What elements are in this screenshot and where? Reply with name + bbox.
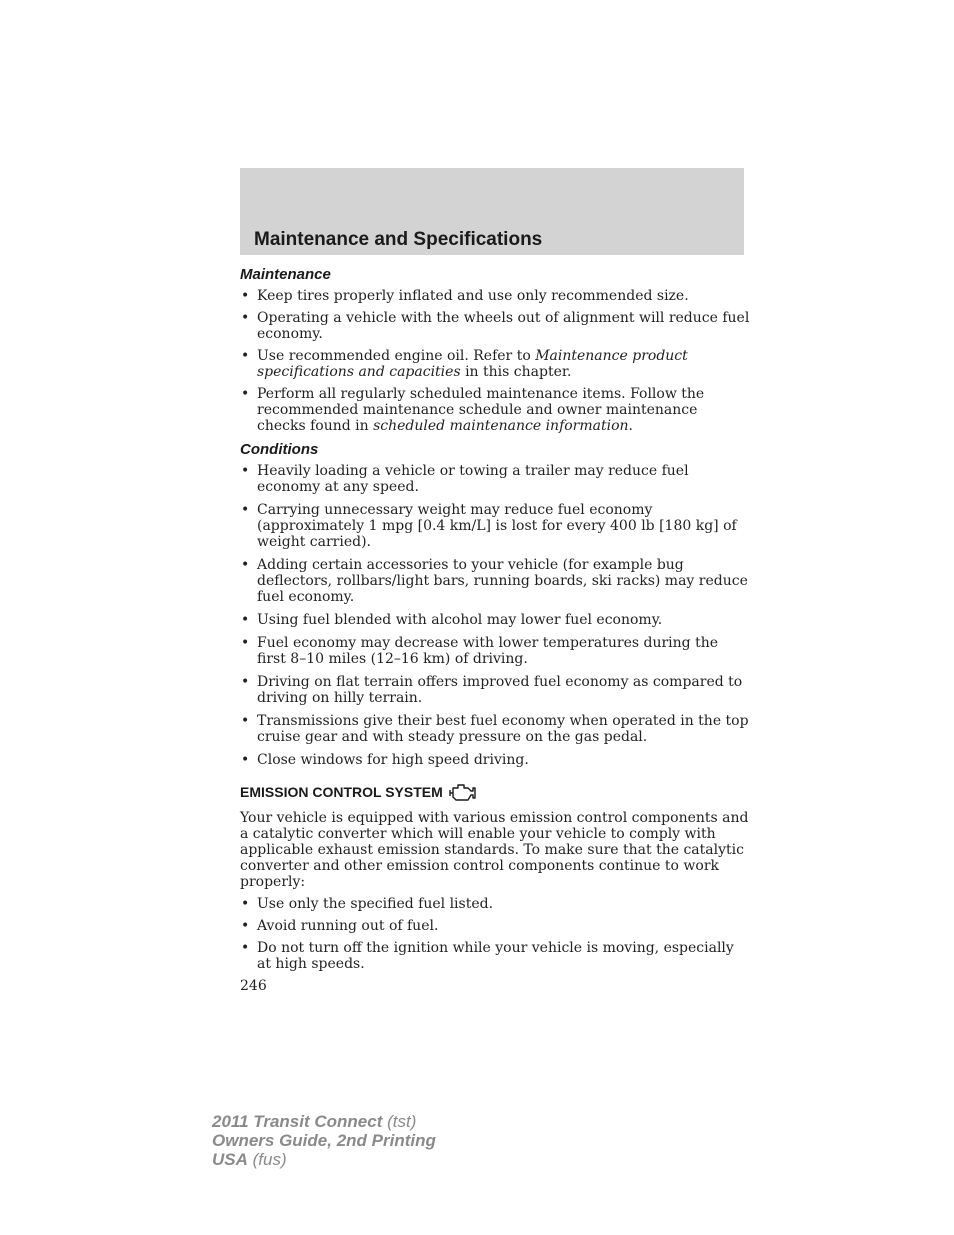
- list-item: • Close windows for high speed driving.: [240, 752, 750, 768]
- emission-heading: EMISSION CONTROL SYSTEM: [240, 782, 750, 802]
- maintenance-list: [240, 288, 750, 434]
- engine-icon: [447, 782, 477, 802]
- emission-list: [240, 896, 750, 972]
- conditions-heading: Conditions: [240, 441, 319, 458]
- emission-paragraph: Your vehicle is equipped with various emission control components and a catalytic converter which will enable your vehicle to comply with applicable exhaust emission standards. To make sure that the catalytic converter and other emission control components continue to work properly:: [240, 810, 749, 890]
- page-content: [240, 267, 750, 994]
- list-item: • Use recommended engine oil. Refer to Maintenance product specifications and capacities in this chapter.: [240, 348, 750, 380]
- maintenance-heading: Maintenance: [240, 266, 331, 283]
- list-item: • Avoid running out of fuel.: [240, 918, 750, 934]
- list-item: • Heavily loading a vehicle or towing a trailer may reduce fuel economy at any speed.: [240, 463, 750, 495]
- list-item: • Carrying unnecessary weight may reduce fuel economy (approximately 1 mpg [0.4 km/L] is lost for every 400 lb [180 kg] of weight carried).: [240, 502, 750, 550]
- section-title: Maintenance and Specifications: [254, 229, 543, 250]
- list-item: • Adding certain accessories to your vehicle (for example bug deflectors, rollbars/light bars, running boards, ski racks) may reduce fuel economy.: [240, 557, 750, 605]
- document-footer: [212, 1112, 436, 1169]
- list-item: • Do not turn off the ignition while your vehicle is moving, especially at high speeds.: [240, 940, 750, 972]
- cross-reference: Maintenance product specifications and capacities: [257, 348, 688, 380]
- conditions-list: [240, 463, 750, 768]
- page-number: 246: [240, 978, 267, 994]
- footer-line: 2011 Transit Connect (tst): [212, 1112, 417, 1131]
- list-item: • Transmissions give their best fuel economy when operated in the top cruise gear and with steady pressure on the gas pedal.: [240, 713, 750, 745]
- list-item: • Driving on flat terrain offers improved fuel economy as compared to driving on hilly terrain.: [240, 674, 750, 706]
- list-item: • Operating a vehicle with the wheels out of alignment will reduce fuel economy.: [240, 310, 750, 342]
- list-item: • Using fuel blended with alcohol may lower fuel economy.: [240, 612, 750, 628]
- list-item: • Fuel economy may decrease with lower temperatures during the first 8–10 miles (12–16 km) of driving.: [240, 635, 750, 667]
- list-item: • Perform all regularly scheduled maintenance items. Follow the recommended maintenance schedule and owner maintenance checks found in scheduled maintenance information.: [240, 386, 750, 434]
- section-header-band: [240, 168, 744, 255]
- footer-line: Owners Guide, 2nd Printing: [212, 1131, 436, 1150]
- footer-line: USA (fus): [212, 1150, 287, 1169]
- list-item: • Use only the specified fuel listed.: [240, 896, 750, 912]
- list-item: • Keep tires properly inflated and use only recommended size.: [240, 288, 750, 304]
- cross-reference: scheduled maintenance information: [373, 418, 629, 434]
